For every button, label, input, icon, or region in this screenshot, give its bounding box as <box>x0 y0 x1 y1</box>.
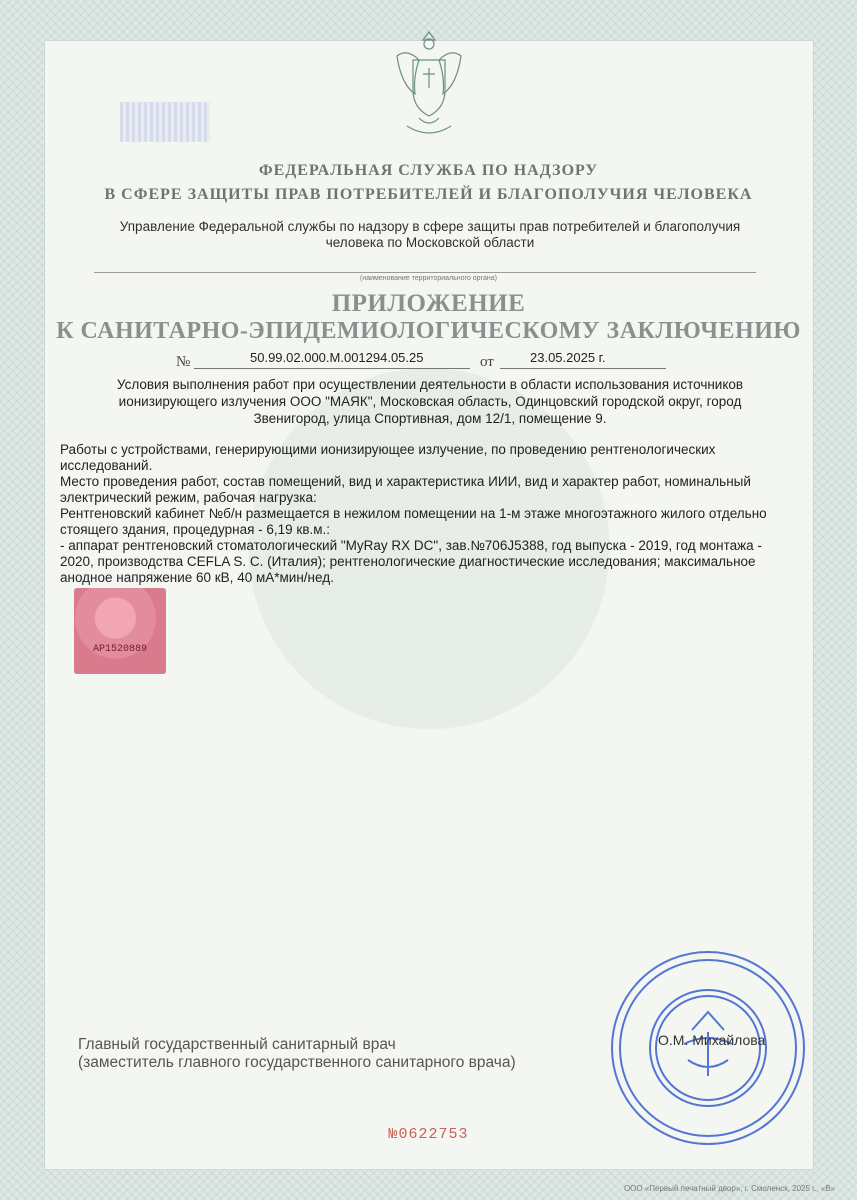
document-title-line1: ПРИЛОЖЕНИЕ <box>331 290 526 317</box>
body-line: 2020, производства CEFLA S. C. (Италия); рентгенологические диагностические исследования; максимальное <box>60 554 756 569</box>
department-underline <box>94 272 756 273</box>
body-line: анодное напряжение 60 кВ, 40 мА*мин/нед. <box>60 570 334 585</box>
conditions-line1: Условия выполнения работ при осуществлении деятельности в области использования источников <box>116 377 744 392</box>
body-line: исследований. <box>60 458 153 473</box>
body-line: Работы с устройствами, генерирующими ионизирующее излучение, по проведению рентгенологических <box>60 442 716 457</box>
coat-of-arms-icon <box>383 22 475 138</box>
signer-position-line1: Главный государственный санитарный врач <box>78 1036 396 1053</box>
body-line: стоящего здания, процедурная - 6,19 кв.м.: <box>60 522 331 537</box>
department-line2: человека по Московской области <box>325 235 535 250</box>
department-caption: (наименование территориального органа) <box>360 275 497 282</box>
body-line: - аппарат рентгеновский стоматологический "MyRay RX DC", зав.№706J5388, год выпуска - 2019, год монтажа - <box>60 538 762 553</box>
official-stamp-icon <box>608 948 808 1148</box>
date-label: от <box>480 354 494 370</box>
agency-name-line1: ФЕДЕРАЛЬНАЯ СЛУЖБА ПО НАДЗОРУ <box>258 162 599 179</box>
agency-name-line2: В СФЕРЕ ЗАЩИТЫ ПРАВ ПОТРЕБИТЕЛЕЙ И БЛАГОПОЛУЧИЯ ЧЕЛОВЕКА <box>104 186 753 203</box>
security-sticker <box>74 588 166 674</box>
sticker-code: AP1520889 <box>92 644 147 655</box>
date-underline <box>500 368 666 369</box>
body-line: Место проведения работ, состав помещений, вид и характеристика ИИИ, вид и характер работ, номинальный <box>60 474 751 489</box>
conditions-line2: ионизирующего излучения ООО "МАЯК", Московская область, Одинцовский городской округ, город <box>118 394 742 409</box>
body-line: Рентгеновский кабинет №б/н размещается в нежилом помещении на 1-м этаже многоэтажного жилого отдельно <box>60 506 767 521</box>
hologram-strip <box>120 102 210 142</box>
conditions-line3: Звенигород, улица Спортивная, дом 12/1, помещение 9. <box>253 411 607 426</box>
signer-name: О.М. Михайлова <box>658 1032 766 1048</box>
number-label: № <box>176 354 191 370</box>
form-serial-number: №0622753 <box>388 1126 469 1143</box>
department-line1: Управление Федеральной службы по надзору в сфере защиты прав потребителей и благополучия <box>119 219 741 234</box>
number-underline <box>194 368 470 369</box>
signer-position-line2: (заместитель главного государственного санитарного врача) <box>78 1054 516 1071</box>
document-date: 23.05.2025 г. <box>530 350 606 365</box>
document-title-line2: К САНИТАРНО-ЭПИДЕМИОЛОГИЧЕСКОМУ ЗАКЛЮЧЕНИЮ <box>56 318 801 344</box>
printer-imprint: ООО «Первый печатный двор», г. Смоленск, 2025 г., «В» <box>623 1184 835 1193</box>
body-line: электрический режим, рабочая нагрузка: <box>60 490 317 505</box>
document-number: 50.99.02.000.М.001294.05.25 <box>250 350 424 365</box>
